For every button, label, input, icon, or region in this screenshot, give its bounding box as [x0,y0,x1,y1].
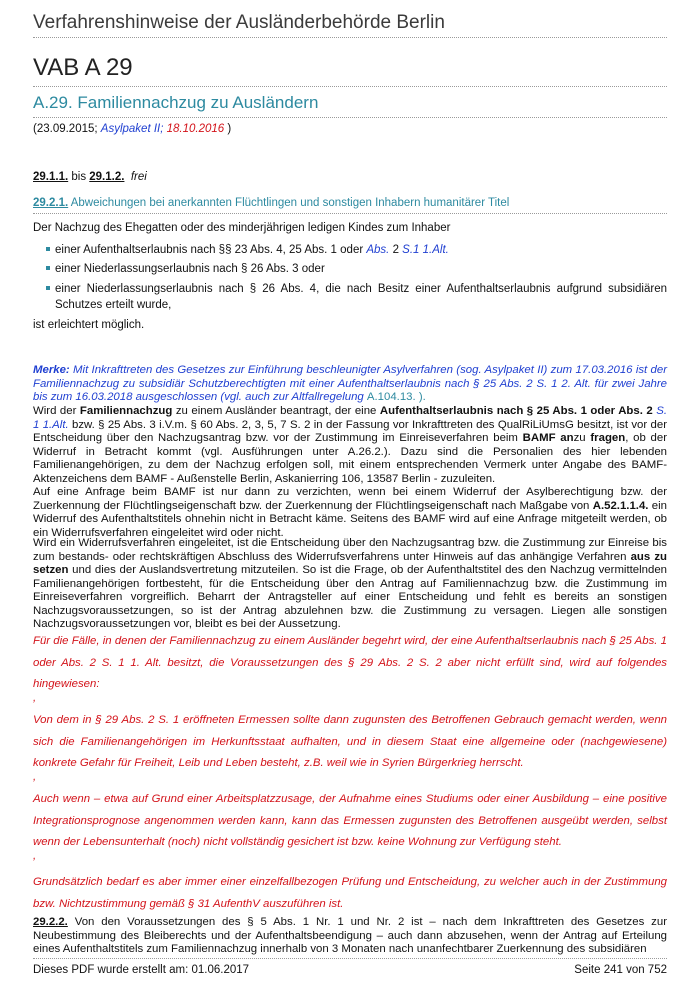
footer-page-number: Seite 241 von 752 [574,964,667,976]
body-paragraph-1: Wird der Familiennachzug zu einem Ausländer beantragt, der eine Aufenthaltserlaubnis nach § 25 Abs. 1 oder Abs. 2 S. 1 1.Alt. bzw. § 25 Abs. 3 i.V.m. § 60 Abs. 2, 3, 5, 7 S. 2 in der Fassung vor Inkrafttreten des QualRiLiUmsG besitzt, ist vor der Entscheidung über den Nachzugsantrag bzw. vor der Zustimmung im Einreiseverfahren beim BAMF anzu fragen, ob der Widerruf in Betracht kommt (vgl. Ausführungen unter A.26.2.). Dazu sind die Personalien des hier lebenden Familienangehörigen, zu dem der Nachzug erfolgen soll, mit einem entsprechenden Vermerk unter Angabe des BAMF-Aktenzeichens dem BAMF - Außenstelle Berlin, Askanierring 106, 13587 Berlin - zuzuleiten. [33,405,667,485]
section-title: A.29. Familiennachzug zu Ausländern [33,93,319,112]
body-paragraph-2: Auf eine Anfrage beim BAMF ist nur dann zu verzichten, wenn bei einem Widerruf der Asylberechtigung bzw. der Zuerkennung der Flüchtlingseigenschaft bzw. der Zuerkennung der Flüchtlingseigenschaft nach Maßgabe von A.52.1.1.4. ein Widerruf des Aufenthaltstitels ohnehin nicht in Betracht käme. Seitens des BAMF wird auf eine Anfrage mitgeteilt werden, ob ein Widerrufsverfahren eingeleitet wird oder nicht. [33,486,667,539]
heading-part-a: Abweichungen bei anerkannten Flüchtlingen [68,197,301,209]
section-29-2-2: 29.2.2. Von den Voraussetzungen des § 5 Abs. 1 Nr. 1 und Nr. 2 ist – nach dem Inkrafttreten des Gesetzes zur Neubestimmung des Bleiberechts und der Aufenthaltsbeendigung – auch dann abzusehen, wenn der Antrag auf Erteilung eines Aufenthaltstitels zum Familiennachzug innerhalb von 3 Monaten nach unanfechtbarer Zuerkennung des subsidiären [33,916,667,955]
merke-text: Mit Inkrafttreten des Gesetzes zur Einführung beschleunigter Asylverfahren (sog. Asylpaket II) zum 17.03.2016 ist der Familiennachzug zu subsidiär Schutzberechtigten mit einer Aufenthaltserlaubnis nach § 25 Abs. 2 S. 1 2. Alt. für zwei Jahre bis zum 16.03.2018 ausgeschlossen (vgl. auch zur Altfallregelung [33,364,667,403]
asylpaket-link[interactable]: Asylpaket II; [100,123,164,135]
list-item: einer Niederlassungserlaubnis nach § 26 Abs. 3 oder [46,263,325,275]
bullet-icon [46,247,50,251]
s1-alt-link-2[interactable]: S. 1 1.Alt. [33,405,667,431]
red-note-3: Auch wenn – etwa auf Grund einer Arbeitsplatzzusage, der Aufnahme eines Studiums oder einer Ausbildung – eine positive Integrationsprognose angenommen werden kann, kann das Ermessen zugunsten des Betroffenen ausgeübt werden, selbst wenn der Lebensunterhalt (noch) nicht vollständig gesichert ist bzw. keine Wohnung zur Verfügung steht. [33,793,667,848]
red-separator: , [33,771,37,783]
title-divider [33,86,667,87]
merke-label: Merke: [33,364,70,376]
header-divider [33,37,667,38]
subtitle-divider [33,117,667,118]
altfall-link[interactable]: A.104.13. ). [366,391,426,403]
list-item: einer Aufenthaltserlaubnis nach §§ 23 Abs. 4, 25 Abs. 1 oder Abs. 2 S.1 1.Alt. [46,244,449,256]
list-item: einer Niederlassungserlaubnis nach § 26 Abs. 4, die nach Besitz einer Aufenthaltserlaubnis aufgrund subsidiären Schutzes erteilt wurde, [46,281,667,313]
body-paragraph-3: Wird ein Widerrufsverfahren eingeleitet, ist die Entscheidung über den Nachzugsantrag bzw. die Zustimmung zur Einreise bis zum bestands- oder rechtskräftigen Abschluss des Widerrufsverfahrens unter Hinweis auf das anhängige Verfahren aus zu setzen und dies der Auslandsvertretung mitzuteilen. So ist die Frage, ob der Aufenthaltstitel des den Nachzug vermittelnden Familienangehörigen fortbesteht, für die Entscheidung über den Antrag auf Familiennachzug bzw. die Zustimmung im Einreiseverfahren vorgreiflich. Beharrt der Antragsteller auf einer Entscheidung und fehlt es bereits an sonstigen Nachzugsvoraussetzungen, so ist der Antrag abzulehnen bzw. die Zustimmung zu versagen. Liegen alle sonstigen Nachzugsvoraussetzungen vor, bleibt es bei der Aussetzung. [33,537,667,630]
footer-divider [33,958,667,959]
bullet-icon [46,286,50,290]
red-separator: , [33,692,37,704]
merke-note [33,364,667,405]
outro-text: ist erleichtert möglich. [33,319,145,331]
frei-text: frei [130,171,147,183]
ref-29-1-1-link[interactable]: 29.1.1. [33,171,69,183]
page-title: VAB A 29 [33,54,133,81]
footer-created: Dieses PDF wurde erstellt am: 01.06.2017 [33,964,250,976]
ref-29-2-2-link[interactable]: 29.2.2. [33,916,68,928]
red-note-2: Von dem in § 29 Abs. 2 S. 1 eröffneten Ermessen sollte dann zugunsten des Betroffenen Gebrauch gemacht werden, wenn sich die Familienangehörigen im Herkunftsstaat aufhalten, und in diesem Staat eine allgemeine oder (nachgewiesene) konkrete Gefahr für Freiheit, Leib und Leben besteht, z.B. weil wie in Syrien Bürgerkrieg herrscht. [33,714,667,769]
bis-text: bis [68,171,90,183]
date-open: (23.09.2015; [33,123,101,135]
section-29-1 [33,171,147,183]
header-title: Verfahrenshinweise der Ausländerbehörde Berlin [33,12,445,33]
section-29-2-1-heading [33,197,509,209]
ref-29-1-2-link[interactable]: 29.1.2. [89,171,125,183]
s1-alt-link[interactable]: S.1 1.Alt. [402,244,449,256]
date-close: ) [224,123,232,135]
red-note-1: Für die Fälle, in denen der Familiennachzug zu einem Ausländer begehrt wird, der eine Aufenthaltserlaubnis nach § 25 Abs. 1 oder Abs. 2 S. 1 1. Alt. besitzt, die Voraussetzungen des § 29 Abs. 2 S. 2 aber nicht erfüllt sind, wird auf folgendes hingewiesen: [33,635,667,690]
date-change-link[interactable]: 18.10.2016 [166,123,225,135]
red-separator: , [33,850,37,862]
bullet-icon [46,266,50,270]
date-line [33,123,231,135]
intro-text: Der Nachzug des Ehegatten oder des minderjährigen ledigen Kindes zum Inhaber [33,222,451,234]
red-note-4: Grundsätzlich bedarf es aber immer einer einzelfallbezogen Prüfung und Entscheidung, zu welcher auch in der Zustimmung bzw. Nichtzustimmung gemäß § 31 AufenthV auszuführen ist. [33,876,667,910]
ref-29-2-1-link[interactable]: 29.2.1. [33,197,69,209]
heading-part-b: und sonstigen Inhabern humanitärer Titel [300,197,510,209]
abs-link[interactable]: Abs. [366,244,390,256]
ref-a52-link[interactable]: A.52.1.1.4. [592,499,649,512]
section-divider [33,213,667,214]
